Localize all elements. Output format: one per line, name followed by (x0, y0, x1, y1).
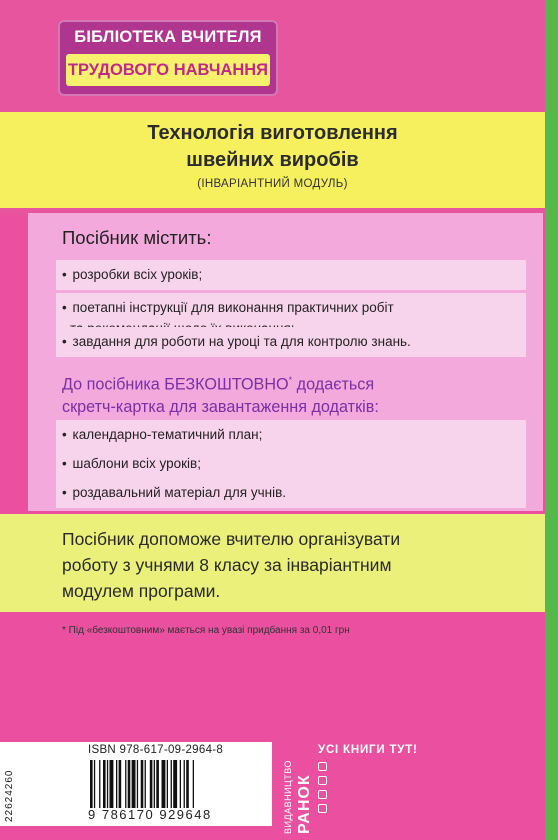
free-heading-line-2: скретч-картка для завантаження додатків: (62, 398, 379, 417)
barcode-bar (116, 760, 117, 808)
publisher-label: ВИДАВНИЦТВО (283, 760, 293, 834)
barcode-bar (184, 760, 185, 808)
publisher-name: РАНОК (296, 774, 313, 834)
summary-line-2: роботу з учнями 8 класу за інваріантним (62, 555, 392, 575)
free-item (56, 478, 526, 508)
barcode-bar (193, 760, 194, 808)
bullet-icon: • (62, 267, 67, 282)
series-line-1: БІБЛІОТЕКА ВЧИТЕЛЯ (74, 28, 262, 46)
barcode-bar (141, 760, 144, 808)
barcode-icon (88, 760, 266, 808)
barcode-bar (99, 760, 100, 808)
contents-item (56, 327, 526, 357)
barcode-bar (90, 760, 93, 808)
barcode-bar (150, 760, 153, 808)
barcode-bar (119, 760, 122, 808)
summary-band (0, 514, 545, 612)
side-code (4, 752, 18, 822)
square-icon (318, 762, 327, 771)
free-heading-asterisk: * (288, 375, 293, 385)
isbn-text: ISBN 978-617-09-2964-8 (88, 744, 224, 756)
barcode-bar (154, 760, 155, 808)
free-item-text: шаблони всіх уроків; (72, 456, 201, 471)
series-badge (58, 20, 278, 96)
free-item (56, 420, 526, 450)
summary-text (62, 526, 532, 604)
bullet-icon: • (62, 334, 67, 349)
barcode-bar (137, 760, 138, 808)
barcode-bar (107, 760, 108, 808)
barcode-bar (180, 760, 181, 808)
barcode-bar (132, 760, 136, 808)
side-code-text: 22624260 (4, 769, 15, 822)
barcode-bar (171, 760, 172, 808)
publisher-logo (276, 744, 320, 836)
free-heading-text: До посібника БЕЗКОШТОВНО (62, 375, 289, 394)
bullet-icon: • (62, 300, 67, 315)
bullet-icon: • (62, 427, 67, 442)
contents-item-text: завдання для роботи на уроці та для контролю знань. (72, 334, 411, 349)
free-addons-heading (62, 369, 532, 419)
contents-item (56, 260, 526, 290)
barcode-bar (173, 760, 177, 808)
barcode-bar (94, 760, 95, 808)
square-icon (318, 804, 327, 813)
contents-panel (28, 213, 543, 511)
publisher-slogan: УСІ КНИГИ ТУТ! (318, 744, 418, 756)
free-item-text: роздавальний матеріал для учнів. (72, 485, 287, 500)
footnote: * Під «безкоштовним» мається на увазі придбання за 0,01 грн (62, 625, 350, 636)
ean-number: 9 786170 929648 (88, 807, 212, 822)
spine-strip (545, 0, 558, 840)
barcode-bar (103, 760, 106, 808)
square-icon (318, 790, 327, 799)
barcode-bar (162, 760, 166, 808)
free-item (56, 449, 526, 479)
contents-heading: Посібник містить: (62, 227, 212, 248)
publisher-icons (318, 762, 330, 822)
barcode-bar (145, 760, 146, 808)
title-line-2: швейних виробів (186, 149, 359, 171)
barcode-bar (125, 760, 126, 808)
barcode-bar (110, 760, 114, 808)
publisher-text (278, 760, 314, 834)
bullet-icon: • (62, 456, 67, 471)
free-item-text: календарно-тематичний план; (72, 427, 263, 442)
contents-item-text: поетапні інструкції для виконання практичних робіт (72, 300, 394, 315)
title-subtitle: (ІНВАРІАНТНИЙ МОДУЛЬ) (197, 178, 348, 190)
barcode-bar (156, 760, 159, 808)
bullet-icon: • (62, 485, 67, 500)
square-icon (318, 776, 327, 785)
summary-line-1: Посібник допоможе вчителю організувати (62, 529, 401, 549)
barcode-bar (186, 760, 189, 808)
summary-line-3: модулем програми. (62, 581, 221, 601)
title-line-1: Технологія виготовлення (147, 122, 398, 144)
contents-item-text: розробки всіх уроків; (72, 267, 203, 282)
free-heading-text-end: додається (292, 375, 375, 394)
barcode-bar (167, 760, 168, 808)
series-line-2: ТРУДОВОГО НАВЧАННЯ (66, 54, 270, 86)
barcode-bar (128, 760, 131, 808)
title-band (0, 112, 545, 208)
